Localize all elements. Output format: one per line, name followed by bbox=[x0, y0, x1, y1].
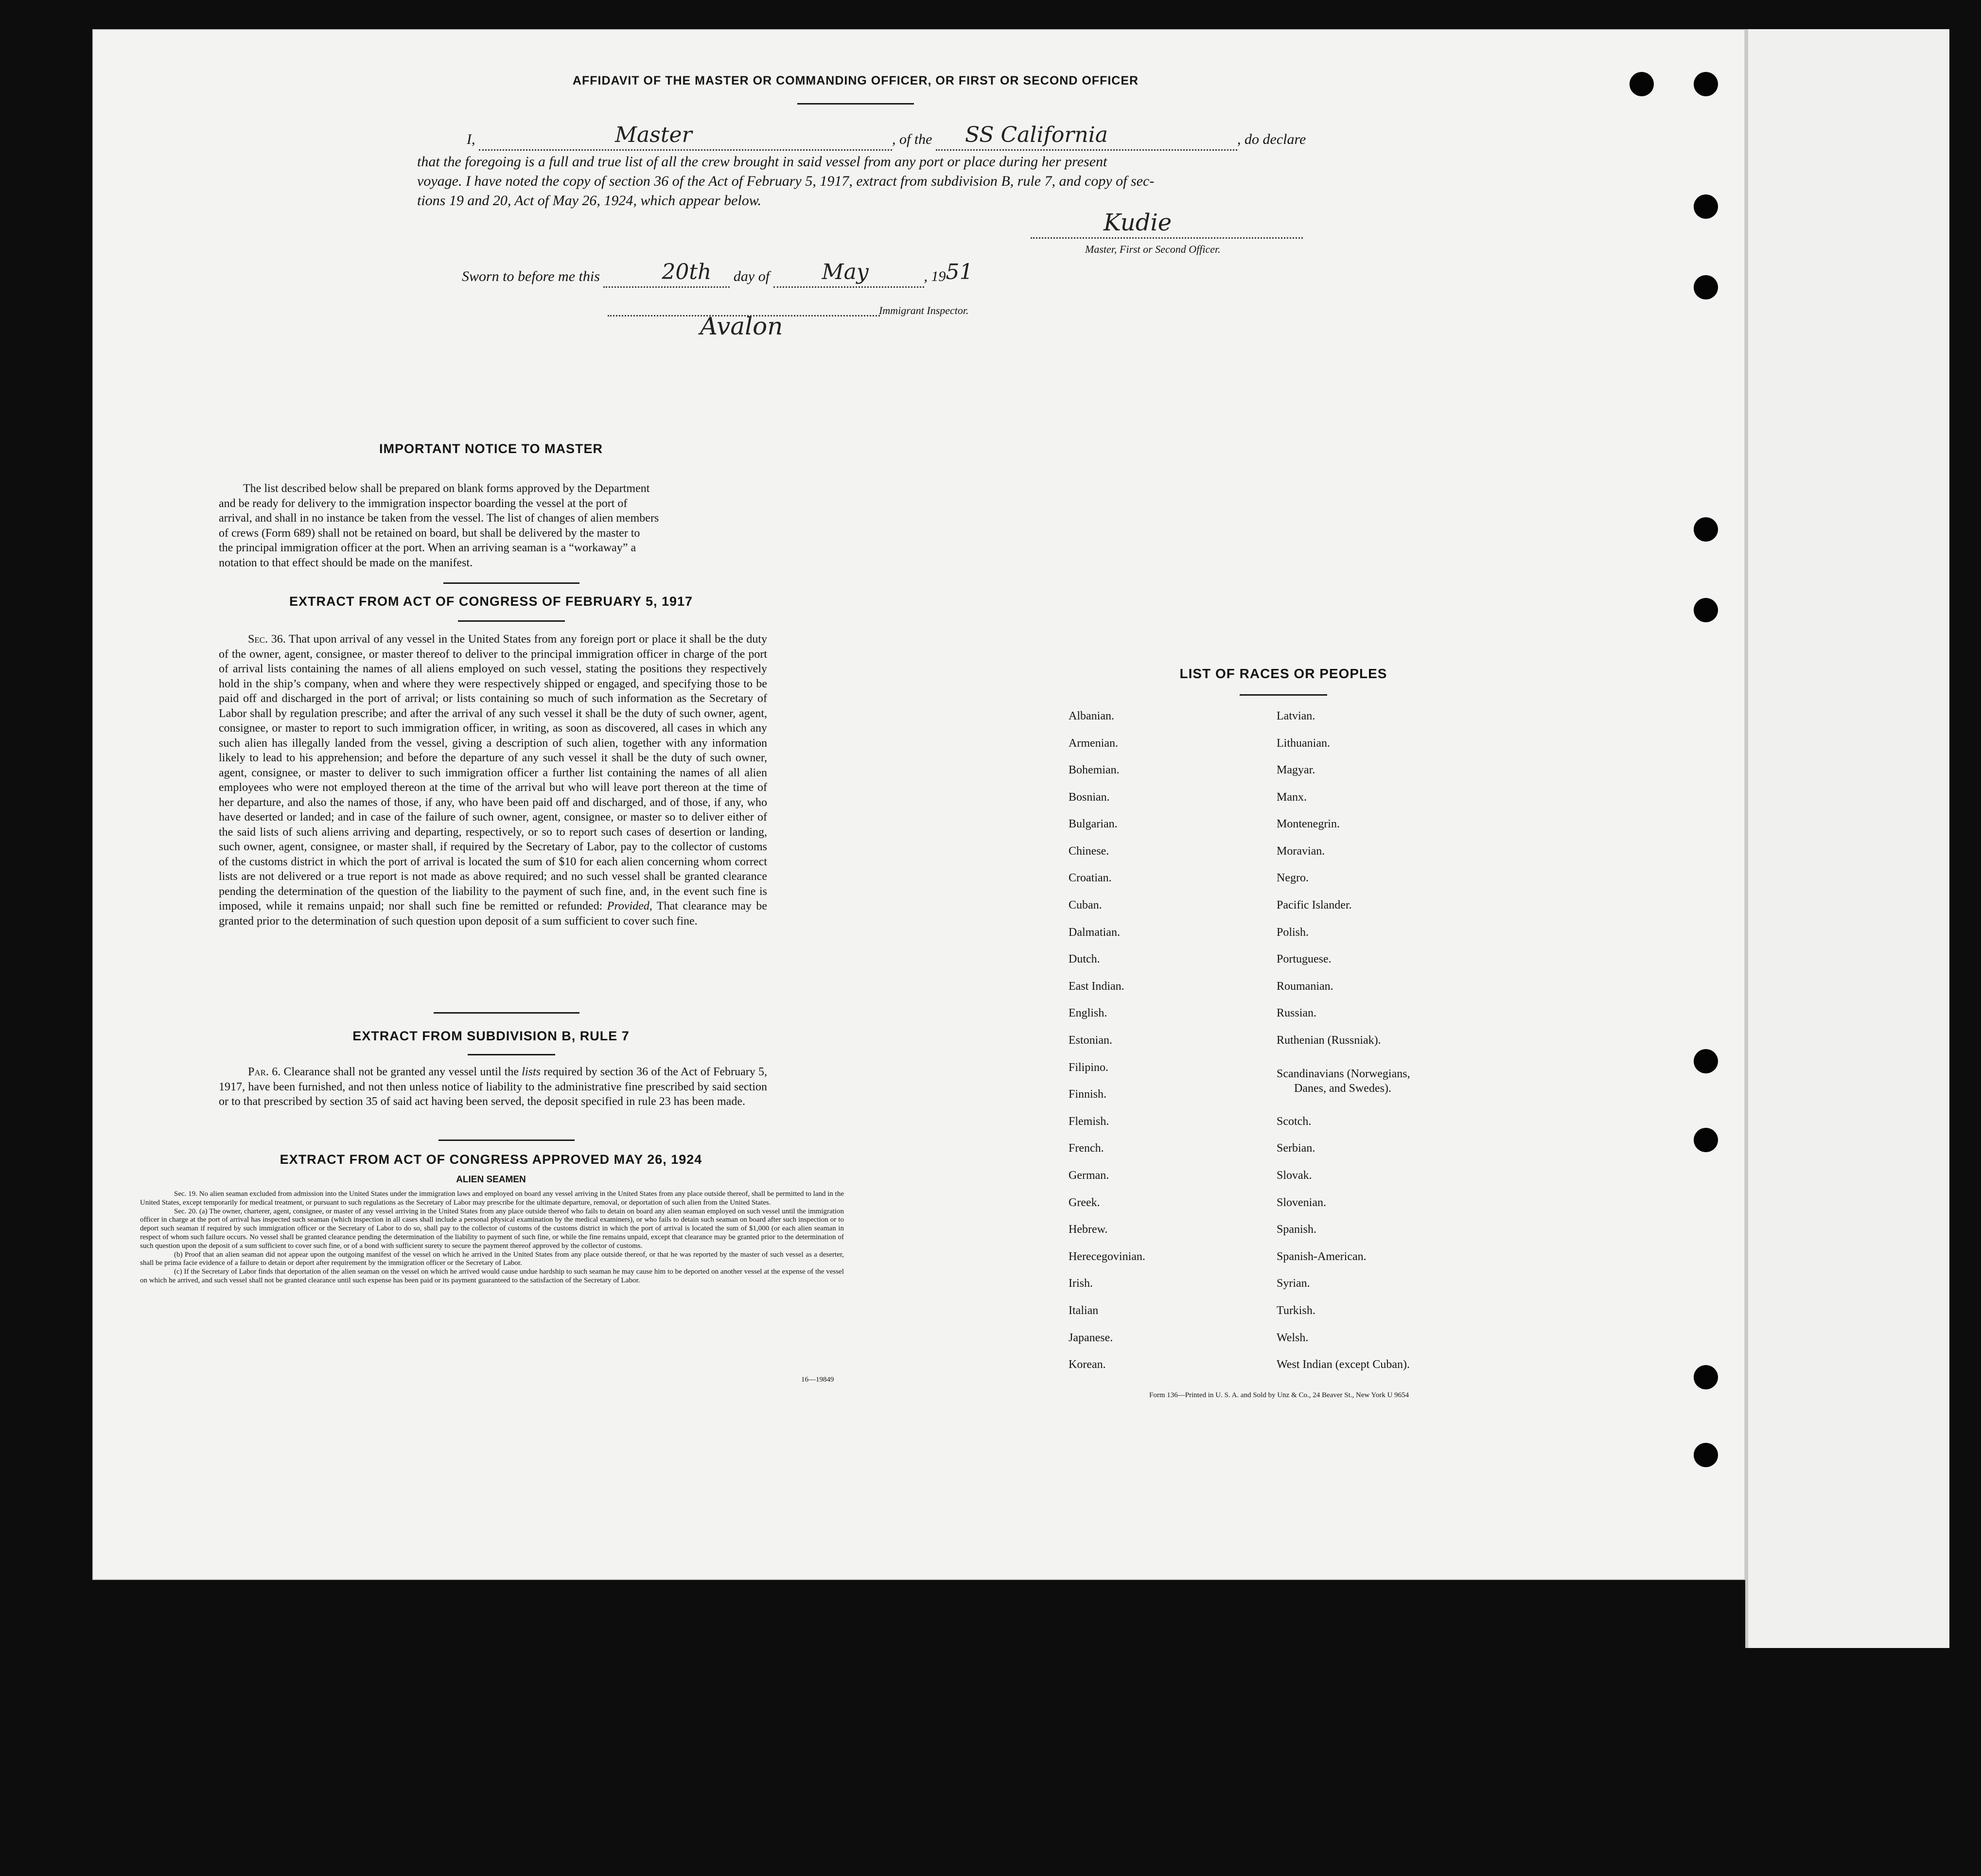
race-item: Syrian. bbox=[1277, 1277, 1310, 1290]
affidavit-title: AFFIDAVIT OF THE MASTER OR COMMANDING OFFICER, OR FIRST OR SECOND OFFICER bbox=[572, 74, 1139, 88]
race-item: Portuguese. bbox=[1277, 953, 1332, 965]
affidavit-line-3: voyage. I have noted the copy of section 36 of the Act of February 5, 1917, extract from subdivision B, rule 7, and copy of sec- bbox=[417, 173, 1155, 189]
race-item: Ruthenian (Russniak). bbox=[1277, 1034, 1381, 1047]
race-item: Slovak. bbox=[1277, 1169, 1312, 1182]
binder-hole bbox=[1630, 72, 1654, 96]
affidavit-line-2: that the foregoing is a full and true list of all the crew brought in said vessel from any port or place during her present bbox=[417, 154, 1107, 170]
act-1924-title: EXTRACT FROM ACT OF CONGRESS APPROVED MAY 26, 1924 bbox=[280, 1152, 702, 1167]
form-code: 16—19849 bbox=[801, 1376, 834, 1384]
race-item: Bosnian. bbox=[1069, 791, 1110, 804]
race-item: Magyar. bbox=[1277, 764, 1315, 776]
race-item: Dutch. bbox=[1069, 953, 1100, 965]
sworn-line: Sworn to before me this 20th day of May , 1951 bbox=[462, 262, 973, 288]
race-item: Scandinavians (Norwegians, bbox=[1277, 1068, 1410, 1080]
affidavit-line-1: I, Master , of the SS California , do declare bbox=[467, 124, 1306, 151]
race-item: French. bbox=[1069, 1142, 1104, 1155]
section-rule bbox=[438, 1140, 575, 1141]
race-item: Herecegovinian. bbox=[1069, 1250, 1145, 1263]
race-item: Negro. bbox=[1277, 872, 1309, 884]
race-item: Finnish. bbox=[1069, 1088, 1107, 1101]
paper-edge-strip bbox=[1745, 29, 1949, 1648]
binder-hole bbox=[1694, 598, 1718, 622]
race-item-continued: Danes, and Swedes). bbox=[1294, 1082, 1391, 1095]
sworn-month-handwriting: May bbox=[822, 260, 869, 284]
sworn-day-handwriting: 20th bbox=[662, 260, 712, 284]
race-item: Manx. bbox=[1277, 791, 1307, 804]
binder-hole bbox=[1694, 1365, 1718, 1389]
vessel-name-handwriting: SS California bbox=[965, 123, 1108, 147]
officer-caption: Master, First or Second Officer. bbox=[1085, 243, 1221, 255]
race-item: Bohemian. bbox=[1069, 764, 1120, 776]
race-item: Lithuanian. bbox=[1277, 737, 1330, 750]
race-item: Greek. bbox=[1069, 1196, 1100, 1209]
race-item: Spanish. bbox=[1277, 1223, 1317, 1236]
sec-19-text: Sec. 19. No alien seaman excluded from admission into the United States under the immigration laws and employed on board any vessel arriving in the United States from any place outside thereof, shall be permitted to land in the United States, except temporarily for medical treatment, or pursuant to such regulations as the Secretary of Labor may prescribe for the ultimate departure, removal, or deportation of such alien from the United States. bbox=[140, 1190, 844, 1207]
race-item: Slovenian. bbox=[1277, 1196, 1326, 1209]
race-item: Hebrew. bbox=[1069, 1223, 1108, 1236]
section-rule bbox=[458, 620, 565, 622]
officer-signature-line bbox=[1031, 237, 1303, 239]
notice-line: and be ready for delivery to the immigration inspector boarding the vessel at the port of bbox=[219, 497, 628, 510]
race-item: Roumanian. bbox=[1277, 980, 1333, 993]
sworn-year-handwriting: 51 bbox=[946, 260, 973, 284]
race-item: Welsh. bbox=[1277, 1332, 1309, 1344]
notice-line: The list described below shall be prepared on blank forms approved by the Department bbox=[243, 482, 650, 495]
notice-paragraph bbox=[219, 481, 767, 570]
title-rule bbox=[797, 103, 914, 105]
race-item: Japanese. bbox=[1069, 1332, 1113, 1344]
race-item: Latvian. bbox=[1277, 710, 1315, 722]
races-title: LIST OF RACES OR PEOPLES bbox=[1179, 666, 1387, 681]
race-item: East Indian. bbox=[1069, 980, 1124, 993]
race-item: Filipino. bbox=[1069, 1061, 1109, 1074]
race-item: Irish. bbox=[1069, 1277, 1093, 1290]
race-item: Estonian. bbox=[1069, 1034, 1112, 1047]
notice-line: of crews (Form 689) shall not be retained on board, but shall be delivered by the master to bbox=[219, 526, 640, 540]
race-item: West Indian (except Cuban). bbox=[1277, 1358, 1410, 1371]
act-1924-text bbox=[140, 1190, 844, 1285]
race-item: Cuban. bbox=[1069, 899, 1102, 912]
race-item: Croatian. bbox=[1069, 872, 1112, 884]
race-item: Albanian. bbox=[1069, 710, 1114, 722]
race-item: Korean. bbox=[1069, 1358, 1106, 1371]
notice-line: the principal immigration officer at the port. When an arriving seaman is a “workaway” a bbox=[219, 542, 636, 554]
race-item: Dalmatian. bbox=[1069, 926, 1120, 939]
form-footer: Form 136—Printed in U. S. A. and Sold by Unz & Co., 24 Beaver St., New York U 9654 bbox=[1149, 1391, 1409, 1399]
notice-line: notation to that effect should be made on the manifest. bbox=[219, 556, 473, 569]
section-rule bbox=[1240, 694, 1327, 696]
race-item: Scotch. bbox=[1277, 1115, 1312, 1128]
section-rule bbox=[468, 1054, 555, 1055]
race-item: Serbian. bbox=[1277, 1142, 1315, 1155]
act-1917-title: EXTRACT FROM ACT OF CONGRESS OF FEBRUARY 5, 1917 bbox=[289, 594, 693, 609]
rule-7-title: EXTRACT FROM SUBDIVISION B, RULE 7 bbox=[352, 1029, 630, 1043]
race-item: Montenegrin. bbox=[1277, 818, 1340, 830]
binder-hole bbox=[1694, 1128, 1718, 1152]
inspector-signature: Avalon bbox=[700, 312, 783, 340]
notice-line: arrival, and shall in no instance be taken from the vessel. The list of changes of alien members bbox=[219, 512, 659, 525]
race-item: Turkish. bbox=[1277, 1304, 1315, 1317]
inspector-caption: Immigrant Inspector. bbox=[879, 304, 969, 316]
section-rule bbox=[434, 1012, 579, 1014]
binder-hole bbox=[1694, 1049, 1718, 1073]
race-item: Moravian. bbox=[1277, 845, 1325, 858]
sec-20c-text: (c) If the Secretary of Labor finds that deportation of the alien seaman on the vessel on which he arrived would cause undue hardship to such seaman he may cause him to be deported on another vessel at the expense of the vessel on which he arrived, and such vessel shall not be granted clearance until such expense has been paid or its payment guaranteed to the satisfaction of the Secretary of Labor. bbox=[140, 1268, 844, 1284]
master-name-handwriting: Master bbox=[615, 123, 692, 147]
notice-title: IMPORTANT NOTICE TO MASTER bbox=[379, 441, 603, 456]
sworn-month-field bbox=[773, 262, 924, 288]
race-item: German. bbox=[1069, 1169, 1109, 1182]
race-item: Armenian. bbox=[1069, 737, 1118, 750]
binder-hole bbox=[1694, 72, 1718, 96]
act-1924-subtitle: ALIEN SEAMEN bbox=[456, 1175, 526, 1185]
sec-20b-text: (b) Proof that an alien seaman did not appear upon the outgoing manifest of the vessel on which he arrived in the United States from any place outside thereof, or that he was reported by the master of such vessel as a deserter, shall be prima facie evidence of a failure to detain or deport after requirement by the immigration officer or the Secretary of Labor. bbox=[140, 1250, 844, 1267]
sworn-day-field bbox=[603, 262, 730, 288]
master-name-field bbox=[479, 124, 892, 151]
officer-signature: Kudie bbox=[1104, 209, 1172, 236]
race-item: Chinese. bbox=[1069, 845, 1109, 858]
binder-hole bbox=[1694, 1443, 1718, 1467]
race-item: Polish. bbox=[1277, 926, 1309, 939]
race-item: English. bbox=[1069, 1007, 1107, 1019]
binder-hole bbox=[1694, 517, 1718, 542]
race-item: Spanish-American. bbox=[1277, 1250, 1367, 1263]
race-item: Russian. bbox=[1277, 1007, 1317, 1019]
section-rule bbox=[443, 582, 579, 584]
race-item: Bulgarian. bbox=[1069, 818, 1118, 830]
binder-hole bbox=[1694, 275, 1718, 299]
affidavit-line-4: tions 19 and 20, Act of May 26, 1924, which appear below. bbox=[417, 193, 762, 209]
sec-20a-text: Sec. 20. (a) The owner, charterer, agent, consignee, or master of any vessel arriving in the United States from any place outside thereof who fails to detain on board any alien seaman employed on such vessel until the immigration officer in charge at the port of arrival has inspected such seaman (which inspection in all cases shall include a personal physical examination by the medical examiners), or who fails to detain such seaman on board after such inspection or to deport such seaman if required by such immigration officer or the Secretary of Labor to do so, shall pay to the collector of customs of the customs district in which the port of arrival is located the sum of $1,000 (or each alien seaman in respect of whom such failure occurs. No vessel shall be granted clearance pending the determination of the liability to payment of such fine, or while the fine remains unpaid, except that clearance may be granted prior to the determination of such question upon the deposit of a sum sufficient to cover such fine, or of a bond with sufficient surety to secure the payment thereof approved by the collector of customs. bbox=[140, 1207, 844, 1250]
race-item: Pacific Islander. bbox=[1277, 899, 1352, 912]
vessel-name-field bbox=[936, 124, 1237, 151]
race-item: Italian bbox=[1069, 1304, 1099, 1317]
act-1917-text: Sec. 36. That upon arrival of any vessel in the United States from any foreign port or place it shall be the duty of the owner, agent, consignee, or master thereof to deliver to the principal immigration officer in charge of the port of arrival lists containing the names of all aliens employed on such vessel, stating the positions they respectively hold in the ship’s company, when and where they were respectively shipped or engaged, and specifying those to be paid off and discharged in the port of arrival; or lists containing so much of such information as the Secretary of Labor shall by regulation prescribe; and after the arrival of any such vessel it shall be the duty of such owner, agent, consignee, or master to report to such immigration officer, in writing, as soon as discovered, all cases in which any such alien has illegally landed from the vessel, giving a description of such alien, together with any information likely to lead to his apprehension; and before the departure of any such vessel it shall be the duty of such owner, agent, consignee, or master to deliver to such immigration officer a further list containing the names of all alien employees who were not employed thereon at the time of the arrival but who will leave port thereon at the time of her departure, and also the names of those, if any, who have been paid off and discharged, and of those, if any, who have deserted or landed; and in case of the failure of such owner, agent, consignee, or master so to deliver either of the said lists of such aliens arriving and departing, respectively, or so to report such cases of desertion or landing, such owner, agent, consignee, or master shall, if required by the Secretary of Labor, pay to the collector of customs of the customs district in which the port of arrival is located the sum of $10 for each alien concerning whom correct lists are not delivered or a true report is not made as above required; and no such vessel shall be granted clearance pending the determination of the question of the liability to the payment of such fine, and, in the event such fine is imposed, while it remains unpaid; nor shall such fine be remitted or refunded: Provided, That clearance may be granted prior to the determination of such question upon deposit of a sum sufficient to cover such fine. bbox=[219, 633, 768, 928]
race-item: Flemish. bbox=[1069, 1115, 1109, 1128]
rule-7-text: Par. 6. Clearance shall not be granted any vessel until the lists required by section 36 of the Act of February 5, 1917, have been furnished, and not then unless notice of liability to the administrative fine prescribed by said section or to that prescribed by section 35 of said act having been served, the deposit specified in rule 23 has been made. bbox=[219, 1066, 768, 1108]
